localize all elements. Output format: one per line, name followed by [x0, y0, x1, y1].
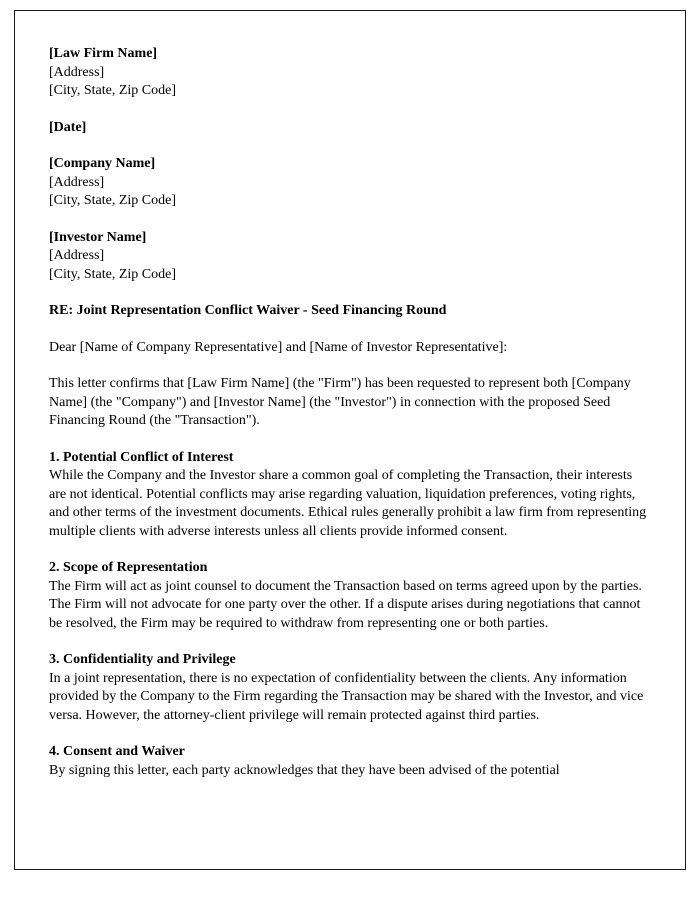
- letter-content: [15, 11, 685, 780]
- date-line: [Date]: [49, 119, 87, 135]
- company-city-line: [City, State, Zip Code]: [49, 193, 177, 208]
- investor-city-line: [City, State, Zip Code]: [49, 266, 177, 282]
- section-4-body: By signing this letter, each party acknowledges that they have been advised of the potential: [49, 762, 560, 778]
- section-1-heading: 1. Potential Conflict of Interest: [49, 449, 234, 465]
- section-2-body: The Firm will act as joint counsel to document the Transaction based on terms agreed upon by the parties. The Firm will not advocate for one party over the other. If a dispute arises during negotiations that cannot be resolved, the Firm may be required to withdraw from representing one or both parties.: [49, 578, 642, 631]
- law-firm-city-line: [City, State, Zip Code]: [49, 83, 177, 98]
- company-address-block: [49, 155, 651, 211]
- intro-paragraph: This letter confirms that [Law Firm Name] (the "Firm") has been requested to represent both [Company Name] (the "Company") and [Investor Name] (the "Investor") in connection with the proposed Seed Financing Round (the "Transaction").: [49, 376, 631, 428]
- section-2-heading: 2. Scope of Representation: [49, 560, 208, 575]
- section-conflict-of-interest: [49, 449, 651, 542]
- salutation: Dear [Name of Company Representative] and [Name of Investor Representative]:: [49, 339, 508, 355]
- section-4-heading: 4. Consent and Waiver: [49, 744, 185, 759]
- section-confidentiality-privilege: [49, 651, 651, 725]
- section-consent-and-waiver: [49, 743, 651, 780]
- company-name: [Company Name]: [49, 156, 156, 171]
- section-3-heading: 3. Confidentiality and Privilege: [49, 652, 236, 667]
- law-firm-address: [Address]: [49, 64, 105, 80]
- section-1-body: While the Company and the Investor share a common goal of completing the Transaction, their interests are not identical. Potential conflicts may arise regarding valuation, liquidation preferences, voting rights, and other terms of the investment documents. Ethical rules generally prohibit a law firm from representing multiple clients with adverse interests unless all clients provide informed consent.: [49, 468, 647, 539]
- investor-name: [Investor Name]: [49, 229, 147, 245]
- investor-address: [Address]: [49, 248, 105, 263]
- investor-address-block: [49, 229, 651, 285]
- re-line: RE: Joint Representation Conflict Waiver - Seed Financing Round: [49, 303, 447, 318]
- section-scope-of-representation: [49, 559, 651, 633]
- law-firm-name: [Law Firm Name]: [49, 46, 158, 61]
- law-firm-address-block: [49, 45, 651, 101]
- letter-page: [14, 10, 686, 870]
- date-block: [49, 119, 651, 138]
- section-3-body: In a joint representation, there is no expectation of confidentiality between the clients. Any information provided by the Company to the Firm regarding the Transaction may be shared with the Investor, and vice versa. However, the attorney-client privilege will remain protected against third parties.: [49, 670, 644, 723]
- company-address: [Address]: [49, 174, 105, 190]
